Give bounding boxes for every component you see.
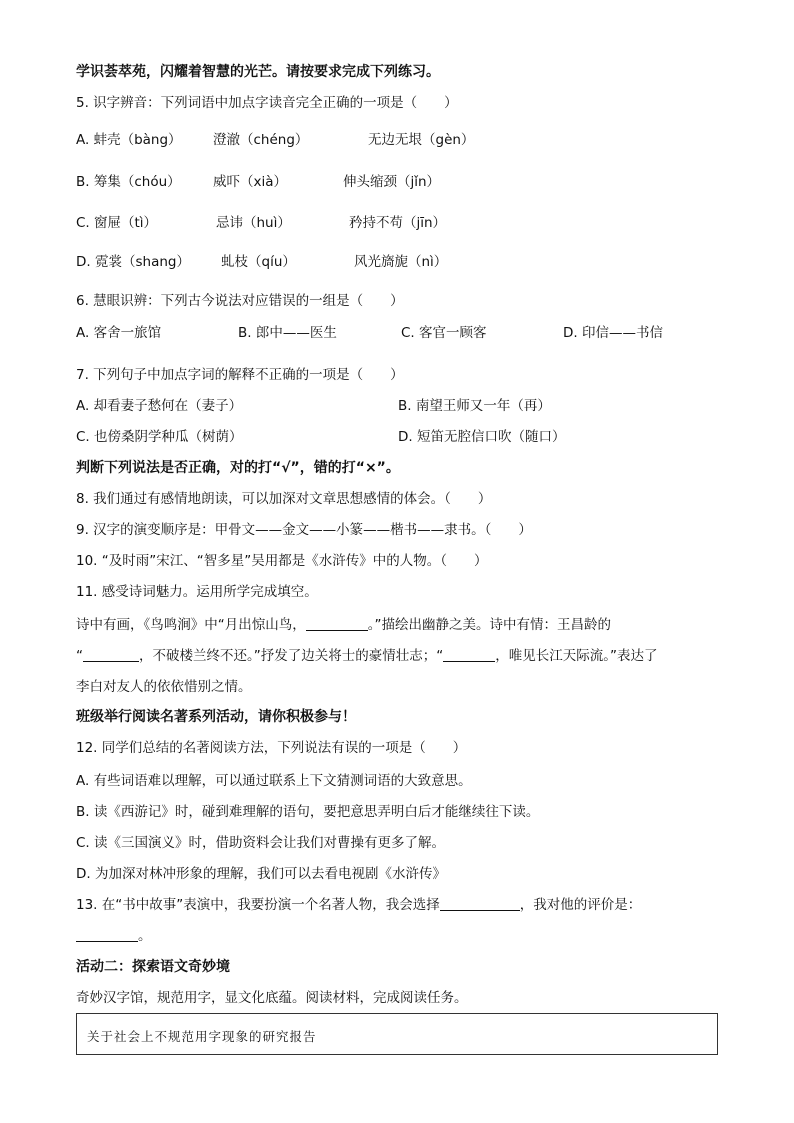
report-box bbox=[76, 1013, 718, 1055]
question-5-option-d-2: 虬枝（qíu） bbox=[221, 254, 296, 270]
question-9: 9. 汉字的演变顺序是：甲骨文——金文——小篆——楷书——隶书。（ ） bbox=[76, 522, 532, 538]
question-12-stem: 12. 同学们总结的名著阅读方法，下列说法有误的一项是（ ） bbox=[76, 740, 467, 756]
question-6-option-c: C. 客官一顾客 bbox=[401, 325, 487, 341]
question-7-option-a: A. 却看妻子愁何在（妻子） bbox=[76, 398, 243, 414]
question-11-stem: 11. 感受诗词魅力。运用所学完成填空。 bbox=[76, 584, 318, 600]
section-heading-reading: 班级举行阅读名著系列活动，请你积极参与！ bbox=[76, 709, 356, 725]
section-heading: 学识荟萃苑，闪耀着智慧的光芒。请按要求完成下列练习。 bbox=[76, 64, 440, 80]
question-5-option-b-2: 威吓（xià） bbox=[213, 174, 288, 190]
question-7-option-d: D. 短笛无腔信口吹（随口） bbox=[398, 429, 566, 445]
question-12-option-b: B. 读《西游记》时，碰到难理解的语句，要把意思弄明白后才能继续往下读。 bbox=[76, 804, 540, 820]
question-5-stem: 5. 识字辨音：下列词语中加点字读音完全正确的一项是（ ） bbox=[76, 95, 458, 111]
question-5-option-d-1: D. 霓裳（shang） bbox=[76, 254, 190, 270]
activity-2-heading: 活动二：探索语文奇妙境 bbox=[76, 959, 230, 975]
question-6-option-d: D. 印信——书信 bbox=[563, 325, 663, 341]
question-7-option-b: B. 南望王师又一年（再） bbox=[398, 398, 551, 414]
question-12-option-a: A. 有些词语难以理解，可以通过联系上下文猜测词语的大致意思。 bbox=[76, 773, 472, 789]
question-5-option-b-3: 伸头缩颈（jǐn） bbox=[343, 174, 441, 190]
question-5-option-a-3: 无边无垠（gèn） bbox=[368, 132, 475, 148]
question-13-line-2: 。 bbox=[76, 927, 152, 945]
question-8: 8. 我们通过有感情地朗读，可以加深对文章思想感情的体会。（ ） bbox=[76, 491, 492, 507]
question-6-option-a: A. 客舍一旅馆 bbox=[76, 325, 162, 341]
question-7-option-c: C. 也傍桑阴学种瓜（树荫） bbox=[76, 429, 243, 445]
fill-blank-character[interactable] bbox=[440, 896, 520, 911]
judge-heading: 判断下列说法是否正确，对的打“√”，错的打“×”。 bbox=[76, 460, 400, 476]
question-11-line-1: 诗中有画，《鸟鸣涧》中“月出惊山鸟， 。”描绘出幽静之美。诗中有情：王昌龄的 bbox=[76, 617, 611, 633]
question-10: 10. “及时雨”宋江、“智多星”吴用都是《水浒传》中的人物。（ ） bbox=[76, 553, 488, 569]
question-11-line-3: 李白对友人的依依惜别之情。 bbox=[76, 679, 252, 695]
question-5-option-a-2: 澄澈（chéng） bbox=[213, 132, 309, 148]
question-5-option-c-3: 矜持不苟（jīn） bbox=[349, 215, 447, 231]
question-5-option-b-1: B. 筹集（chóu） bbox=[76, 174, 181, 190]
fill-blank-2[interactable] bbox=[83, 647, 139, 662]
report-title: 关于社会上不规范用字现象的研究报告 bbox=[87, 1029, 317, 1044]
question-11-line-2: “ ，不破楼兰终不还。”抒发了边关将士的豪情壮志；“ ，唯见长江天际流。”表达了 bbox=[76, 648, 658, 664]
question-6-option-b: B. 郎中——医生 bbox=[238, 325, 337, 341]
fill-blank-1[interactable] bbox=[306, 616, 368, 631]
fill-blank-3[interactable] bbox=[443, 647, 495, 662]
activity-2-intro: 奇妙汉字馆，规范用字，显文化底蕴。阅读材料，完成阅读任务。 bbox=[76, 990, 468, 1006]
question-5-option-a-1: A. 蚌壳（bàng） bbox=[76, 132, 182, 148]
question-5-option-c-1: C. 窗屉（tì） bbox=[76, 215, 158, 231]
question-6-stem: 6. 慧眼识辨：下列古今说法对应错误的一组是（ ） bbox=[76, 293, 404, 309]
question-12-option-d: D. 为加深对林冲形象的理解，我们可以去看电视剧《水浒传》 bbox=[76, 866, 446, 882]
question-5-option-c-2: 忌讳（huì） bbox=[216, 215, 291, 231]
fill-blank-evaluation[interactable] bbox=[76, 927, 138, 942]
question-5-option-d-3: 风光旖旎（nì） bbox=[354, 254, 448, 270]
question-13-line-1: 13. 在“书中故事”表演中，我要扮演一个名著人物，我会选择 ，我对他的评价是： bbox=[76, 897, 642, 913]
question-7-stem: 7. 下列句子中加点字词的解释不正确的一项是（ ） bbox=[76, 367, 404, 383]
question-12-option-c: C. 读《三国演义》时，借助资料会让我们对曹操有更多了解。 bbox=[76, 835, 446, 851]
